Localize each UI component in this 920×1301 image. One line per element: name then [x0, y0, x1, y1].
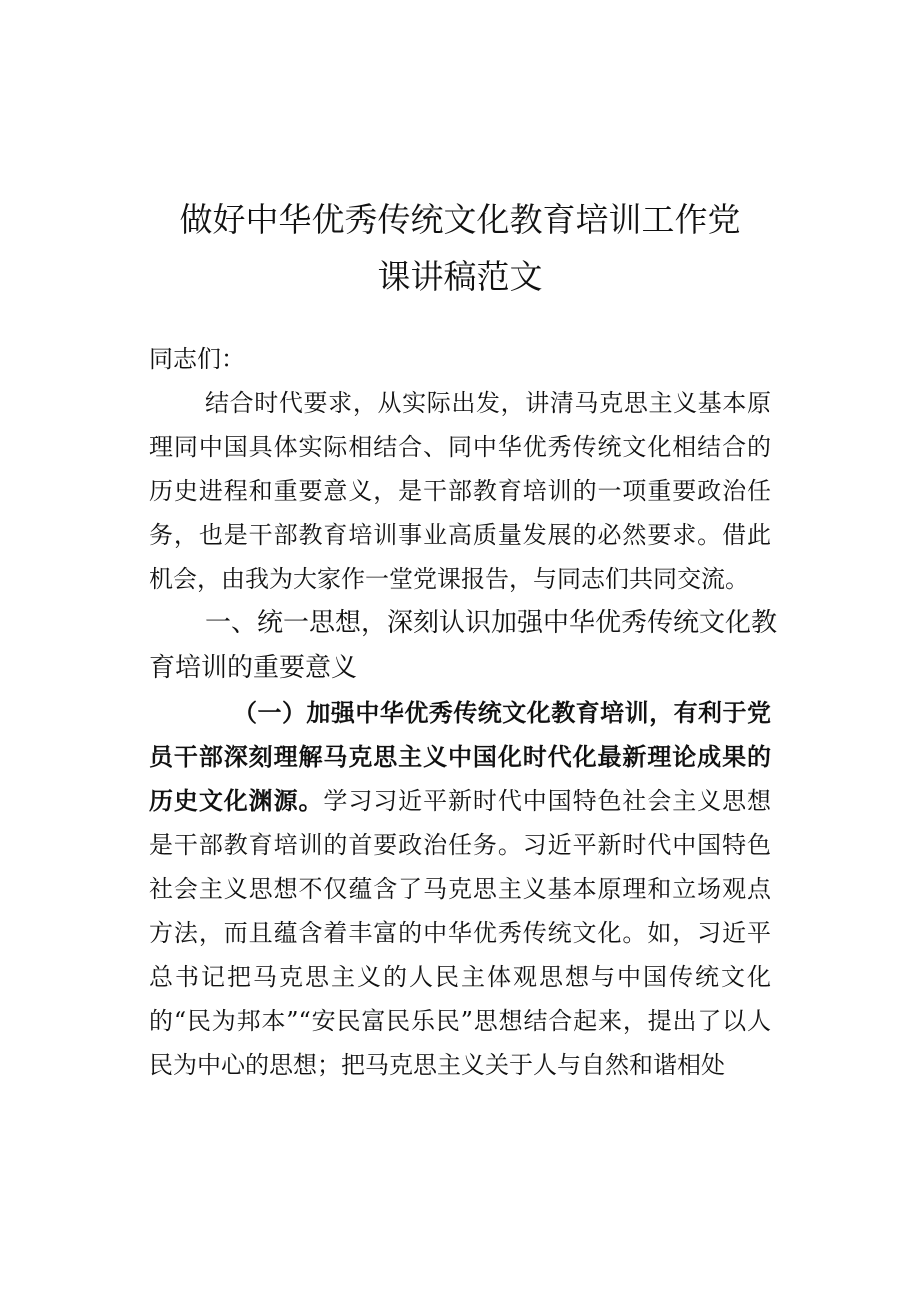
subsection-paragraph-1	[149, 691, 771, 1087]
subsection-lead-sentence: （一）加强中华优秀传统文化教育培训，有利于党员干部深刻理解马克思主义中国化时代化最新理论成果的历史文化渊源。	[149, 698, 771, 815]
document-title-line-1: 做好中华优秀传统文化教育培训工作党	[179, 200, 741, 239]
intro-paragraph: 结合时代要求，从实际出发，讲清马克思主义基本原理同中国具体实际相结合、同中华优秀传统文化相结合的历史进程和重要意义，是干部教育培训的一项重要政治任务，也是干部教育培训事业高质量发展的必然要求。借此机会，由我为大家作一堂党课报告，与同志们共同交流。	[149, 389, 771, 593]
section-heading-1: 一、统一思想，深刻认识加强中华优秀传统文化教育培训的重要意义	[149, 608, 778, 683]
salutation: 同志们：	[149, 345, 245, 373]
subsection-body-text: 学习习近平新时代中国特色社会主义思想是干部教育培训的首要政治任务。习近平新时代中国特色社会主义思想不仅蕴含了马克思主义基本原理和立场观点方法，而且蕴含着丰富的中华优秀传统文化。如，习近平总书记把马克思主义的人民主体观思想与中国传统文化的“民为邦本”“安民富民乐民”思想结合起来，提出了以人民为中心的思想；把马克思主义关于人与自然和谐相处	[149, 787, 772, 1079]
document-title-line-2: 课讲稿范文	[377, 257, 543, 296]
